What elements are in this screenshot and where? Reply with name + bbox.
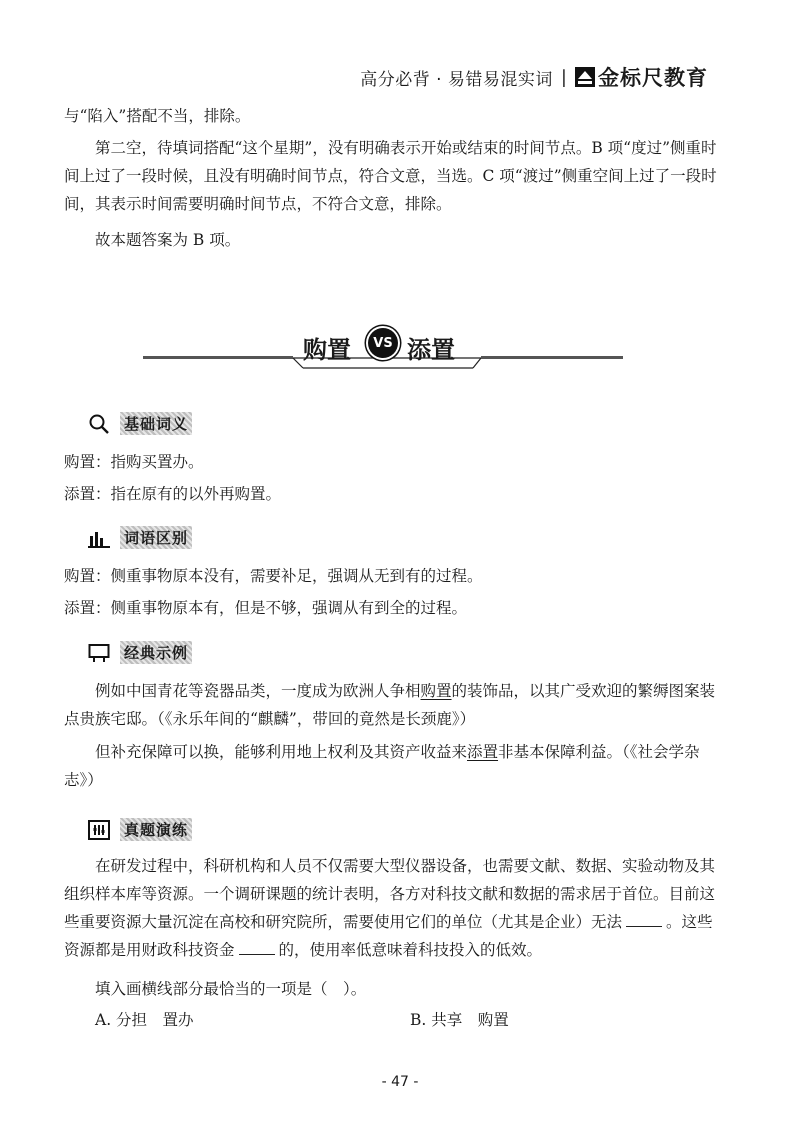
title-banner (143, 322, 623, 377)
answer-blank-2 (239, 940, 275, 955)
question-part-1: 在研发过程中，科研机构和人员不仅需要大型仪器设备，也需要文献、数据、实验动物及其组织样本库等资源。一个调研课题的统计表明，各方对科技文献和数据的需求居于首位。目前这些重要资源大量沉淀在高校和研究院所，需要使用它们的单位（尤其是企业）无法 (64, 857, 716, 931)
header-separator: | (560, 66, 567, 88)
example-2 (64, 738, 724, 794)
title-word-left: 购置 (303, 335, 351, 364)
practice-prompt: 填入画横线部分最恰当的一项是（ ）。 (95, 980, 367, 998)
section-example-label: 经典示例 (120, 641, 192, 664)
diff-line-1: 购置：侧重事物原本没有，需要补足，强调从无到有的过程。 (64, 567, 483, 585)
vs-badge: VS (368, 328, 398, 358)
section-practice-header (88, 818, 192, 841)
intro-paragraph-2: 第二空，待填词搭配“这个星期”，没有明确表示开始或结束的时间节点。B 项“度过”侧重时间上过了一段时候，且没有明确时间节点，符合文意，当选。C 项“渡过”侧重空间上过了一段时间，其表示时间需要明确时间节点，不符合文意，排除。 (64, 139, 717, 213)
diff-line-2: 添置：侧重事物原本有，但是不够，强调从有到全的过程。 (64, 599, 468, 617)
example-2-post: 非基本保障利益。（《社会学杂志》） (64, 743, 700, 789)
bar-chart-icon (88, 527, 110, 549)
brand-logo (575, 62, 708, 92)
monitor-icon (88, 642, 110, 664)
example-1-keyword: 购置 (420, 682, 452, 700)
title-word-right: 添置 (407, 335, 455, 364)
page-header (360, 62, 708, 92)
example-1-pre: 例如中国青花等瓷器品类，一度成为欧洲人争相 (95, 682, 421, 700)
magnifier-icon (88, 413, 110, 435)
option-b: B. 共享 购置 (410, 1011, 509, 1029)
example-2-keyword: 添置 (467, 743, 499, 761)
section-practice-label: 真题演练 (120, 818, 192, 841)
series-title: 高分必背 · 易错易混实词 (360, 69, 553, 90)
intro-line-1: 与“陷入”搭配不当，排除。 (64, 107, 251, 125)
question-part-3: 的，使用率低意味着科技投入的低效。 (278, 941, 543, 959)
option-a: A. 分担 置办 (95, 1011, 194, 1029)
example-1-post: 的装饰品，以其广受欢迎的繁缛图案装点贵族宅邸。（《永乐年间的“麒麟”，带回的竟然是长颈鹿》） (64, 682, 716, 728)
page-number: - 47 - (381, 1074, 419, 1090)
example-2-pre: 但补充保障可以换，能够利用地上权利及其资产收益来 (95, 743, 468, 761)
brand-name: 金标尺教育 (598, 66, 708, 90)
sliders-icon (88, 819, 110, 841)
intro-conclusion: 故本题答案为 B 项。 (95, 231, 241, 249)
section-basic-label: 基础词义 (120, 412, 192, 435)
section-diff-header (88, 526, 192, 549)
question-part-2: 。这些资源都是用财政科技资金 (64, 913, 713, 959)
basic-line-1: 购置：指购买置办。 (64, 453, 204, 471)
answer-blank-1 (626, 912, 662, 927)
basic-line-2: 添置：指在原有的以外再购置。 (64, 485, 282, 503)
example-1 (64, 677, 724, 733)
section-example-header (88, 641, 192, 664)
brand-mark-icon (575, 67, 595, 87)
practice-question (64, 852, 724, 964)
section-diff-label: 词语区别 (120, 526, 192, 549)
section-basic-header (88, 412, 192, 435)
